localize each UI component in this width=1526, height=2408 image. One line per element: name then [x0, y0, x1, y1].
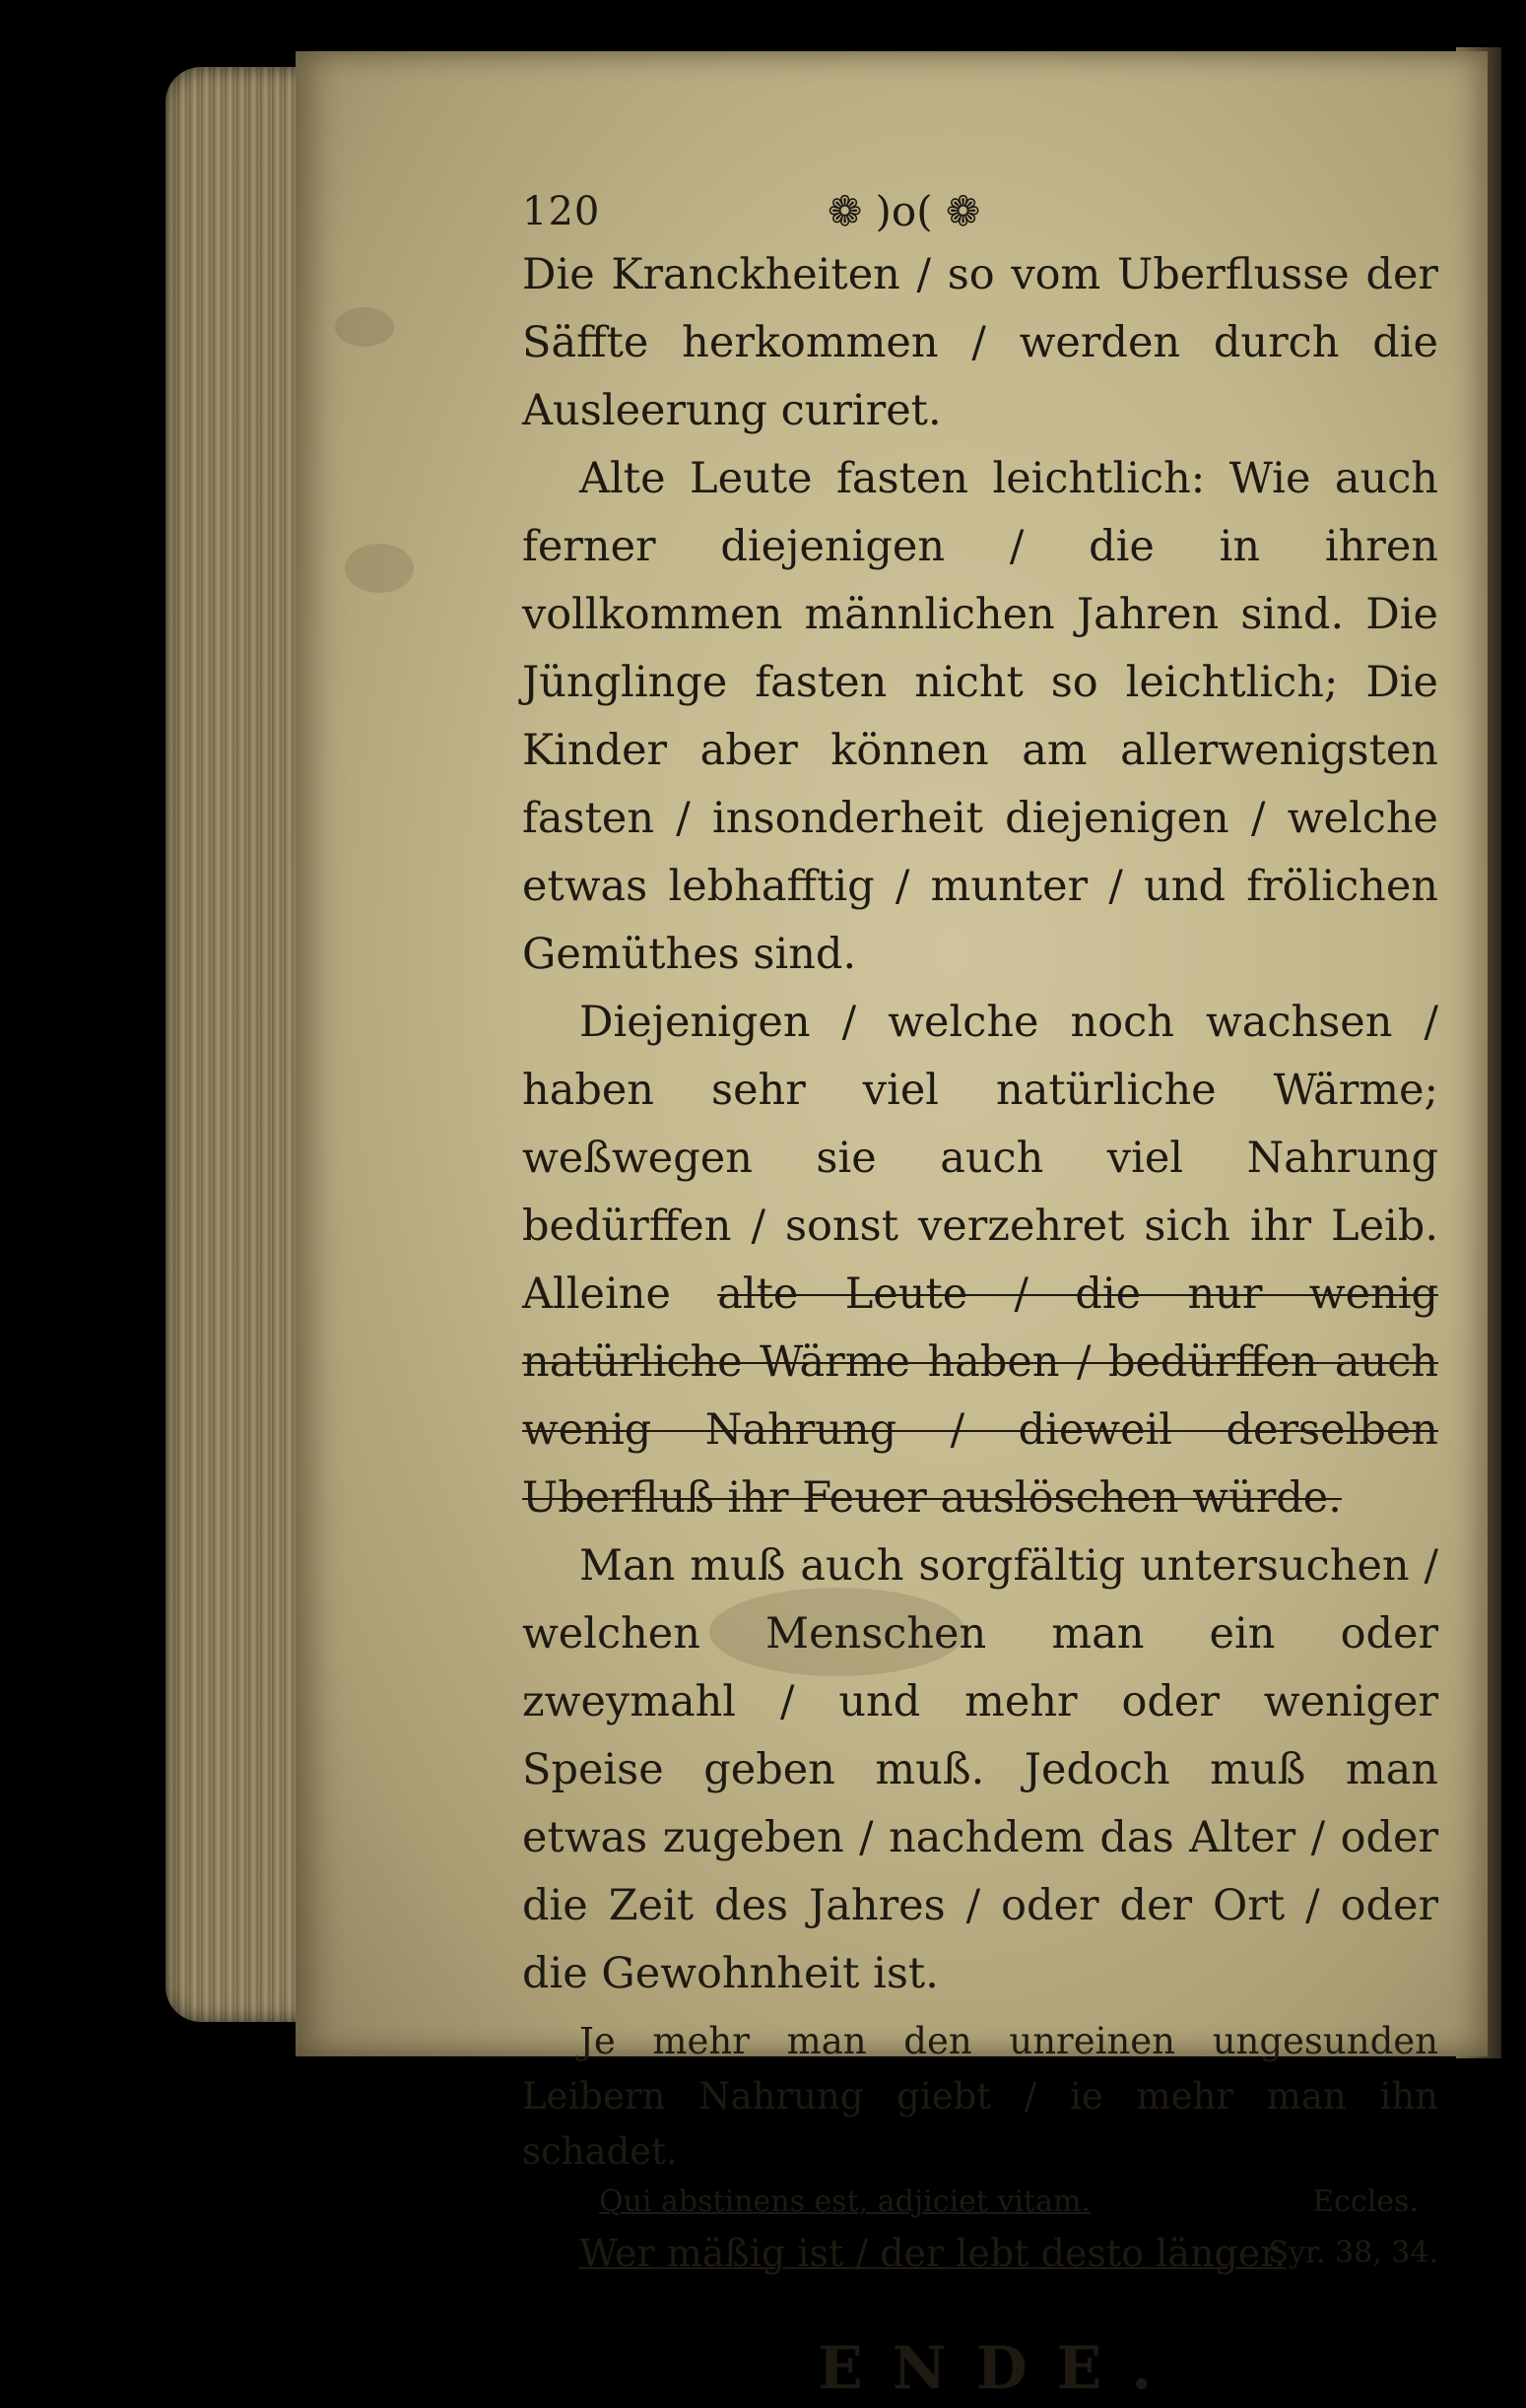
german-quote-source: Syr. 38, 34. — [1268, 2236, 1438, 2270]
german-quote: Wer mäßig ist / der lebt desto länger. — [579, 2232, 1287, 2275]
maxim: Je mehr man den unreinen ungesunden Leibern Nahrung giebt / ie mehr man ihn schadet. — [522, 2020, 1438, 2173]
paragraph-3-struck-passage: alte Leute / die nur wenig natürliche Wärme haben / bedürffen auch wenig Nahrung / dieweil derselben Uberfluß ihr Feuer auslöschen würde. — [522, 1269, 1438, 1523]
paragraph-3 — [522, 989, 1438, 1532]
page-text — [522, 182, 1438, 2408]
paragraph-1: Die Kranckheiten / so vom Uberflusse der Säffte herkommen / werden durch die Ausleerung curiret. — [522, 250, 1438, 435]
paragraph-4: Man muß auch sorgfältig untersuchen / welchen Menschen man ein oder zweymahl / und mehr oder weniger Speise geben muß. Jedoch muß man etwas zugeben / nachdem das Alter / oder die Zeit des Jahres / oder der Ort / oder die Gewohnheit ist. — [522, 1541, 1438, 1998]
german-quote-row — [522, 2225, 1438, 2282]
latin-quote-row — [522, 2180, 1438, 2225]
page-stain — [335, 307, 394, 347]
latin-quote: Qui abstinens est, adjiciet vitam. — [599, 2184, 1091, 2219]
paragraph-3-lead: Diejenigen / welche noch wachsen / haben sehr viel natürliche Wärme; weßwegen sie auch viel Nahrung bedürffen / sonst verzehret sich ihr Leib. Alleine — [522, 998, 1438, 1319]
page-number: 120 — [522, 189, 601, 234]
header-ornament: ❁ )o( ❁ — [828, 187, 981, 235]
paragraph-2: Alte Leute fasten leichtlich: Wie auch ferner diejenigen / die in ihren vollkommen männlichen Jahren sind. Die Jünglinge fasten nicht so leichtlich; Die Kinder aber können am allerwenigsten fasten / insonderheit diejenigen / welche etwas lebhafftig / munter / und frölichen Gemüthes sind. — [522, 454, 1438, 979]
finis: ENDE. — [818, 2334, 1182, 2403]
page-stain — [345, 544, 414, 593]
running-header — [522, 182, 1438, 241]
latin-quote-source: Eccles. — [1312, 2184, 1419, 2219]
